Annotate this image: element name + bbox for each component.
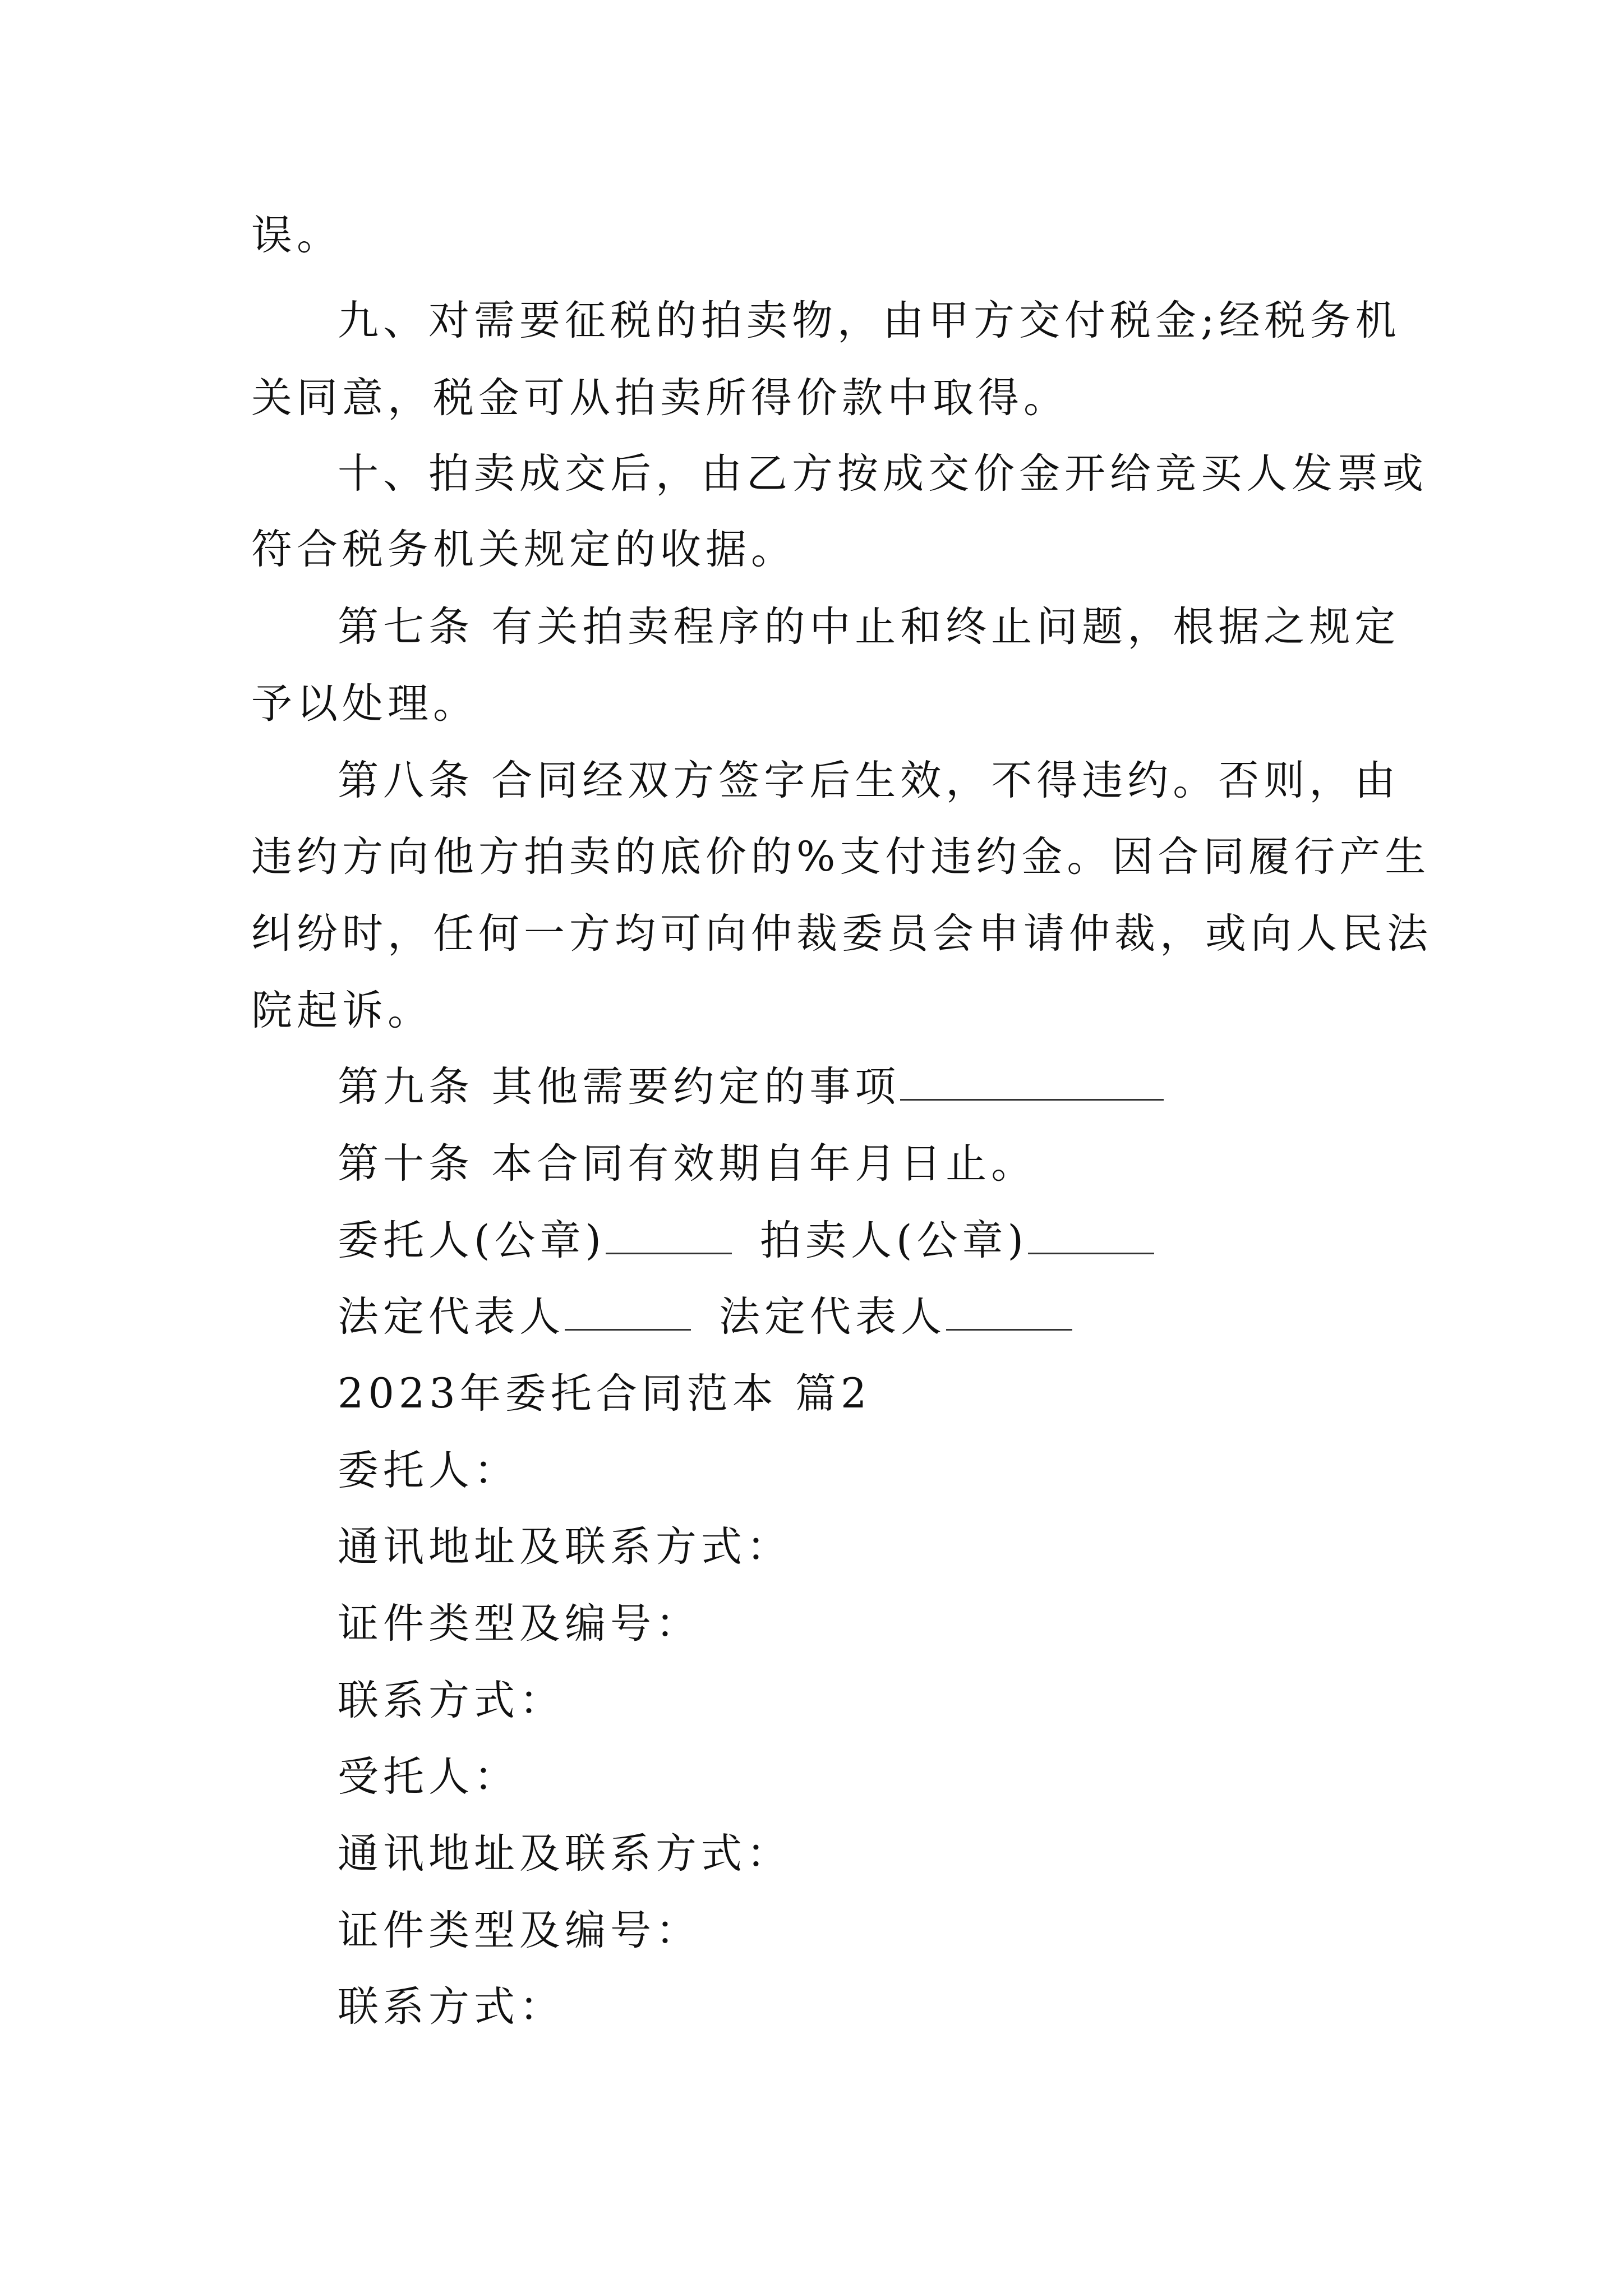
text-line: 第八条 合同经双方签字后生效，不得违约。否则，由	[338, 757, 1400, 804]
signature-line-representative	[338, 1289, 1072, 1345]
text-line: 第九条 其他需要约定的事项	[338, 1063, 901, 1111]
blank-line	[1028, 1213, 1154, 1254]
legal-rep-label: 法定代表人	[719, 1293, 946, 1341]
other-matters-line	[338, 1059, 1164, 1115]
text-line: 误。	[251, 211, 342, 259]
text-line: 违约方向他方拍卖的底价的%支付违约金。因合同履行产生	[251, 833, 1431, 881]
signature-line-seal	[338, 1213, 1154, 1269]
text-line: 院起诉。	[251, 987, 433, 1034]
text-line: 九、对需要征税的拍卖物，由甲方交付税金;经税务机	[338, 297, 1401, 344]
auctioneer-seal-label: 拍卖人(公章)	[759, 1217, 1028, 1264]
text-line: 联系方式：	[338, 1677, 565, 1724]
text-line: 联系方式：	[338, 1983, 565, 2031]
text-line: 关同意，税金可从拍卖所得价款中取得。	[251, 374, 1069, 422]
text-line: 符合税务机关规定的收据。	[251, 526, 796, 573]
text-line: 证件类型及编号：	[338, 1600, 701, 1648]
text-line: 第七条 有关拍卖程序的中止和终止问题，根据之规定	[338, 603, 1400, 651]
text-line: 证件类型及编号：	[338, 1907, 701, 1954]
text-line: 十、拍卖成交后，由乙方按成交价金开给竞买人发票或	[338, 450, 1428, 498]
principal-seal-label: 委托人(公章)	[338, 1217, 606, 1264]
section-heading: 2023年委托合同范本 篇2	[338, 1370, 872, 1418]
text-line: 纠纷时，任何一方均可向仲裁委员会申请仲裁，或向人民法	[251, 910, 1432, 958]
text-line: 委托人：	[338, 1447, 519, 1494]
text-line: 通讯地址及联系方式：	[338, 1523, 792, 1571]
text-line: 受托人：	[338, 1753, 519, 1801]
legal-rep-label: 法定代表人	[338, 1293, 565, 1341]
blank-line	[900, 1060, 1164, 1101]
blank-line	[565, 1290, 691, 1331]
text-line: 第十条 本合同有效期自年月日止。	[338, 1140, 1037, 1188]
text-line: 予以处理。	[251, 680, 478, 728]
text-line: 通讯地址及联系方式：	[338, 1830, 792, 1878]
blank-line	[946, 1290, 1072, 1331]
blank-line	[606, 1213, 732, 1254]
